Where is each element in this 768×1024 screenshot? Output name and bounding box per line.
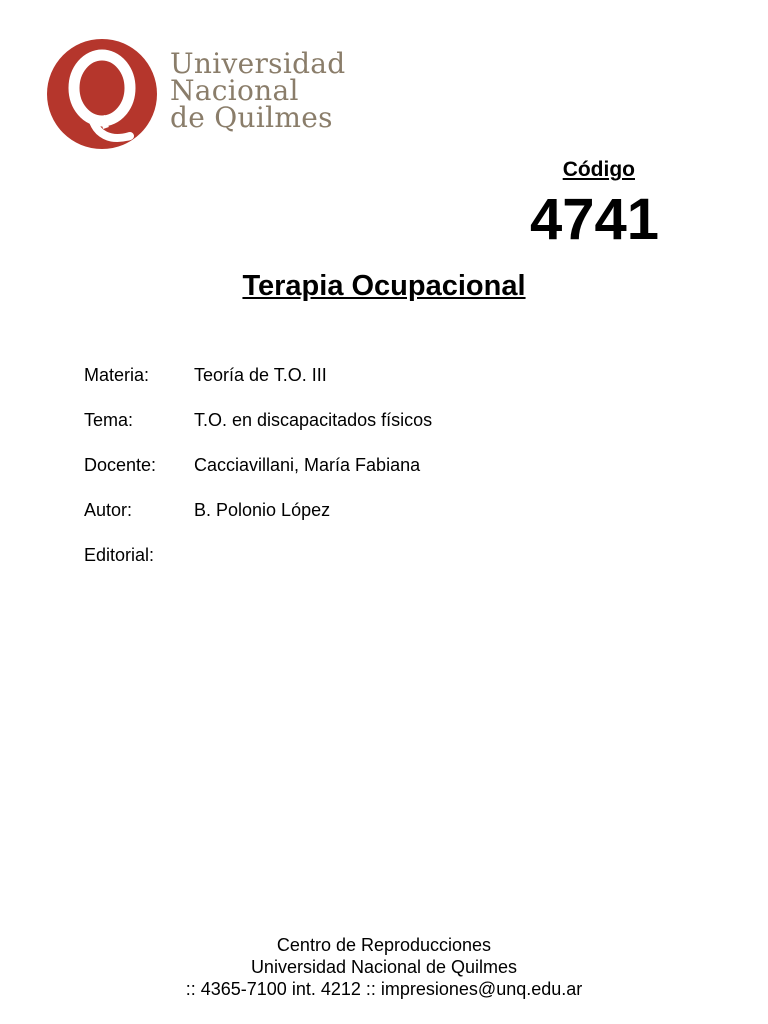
footer-universidad: Universidad Nacional de Quilmes	[250, 957, 518, 977]
field-editorial	[84, 543, 684, 588]
quilmes-q-emblem-icon	[46, 38, 158, 150]
footer-centro: Centro de Reproducciones	[276, 935, 492, 955]
field-label: Tema:	[84, 410, 134, 430]
field-tema	[84, 408, 684, 453]
field-label: Editorial:	[84, 545, 155, 565]
codigo-value: 4741	[529, 187, 659, 252]
university-name	[170, 47, 346, 134]
field-label: Docente:	[84, 455, 157, 475]
field-docente	[84, 453, 684, 498]
logo-line-universidad: Universidad	[170, 47, 346, 80]
university-logo	[46, 38, 366, 150]
field-label: Materia:	[84, 365, 150, 385]
field-label: Autor:	[84, 500, 133, 520]
logo-line-nacional: Nacional	[170, 74, 299, 107]
field-autor	[84, 498, 684, 543]
logo-line-quilmes: de Quilmes	[170, 101, 333, 134]
field-materia	[84, 363, 684, 408]
document-title: Terapia Ocupacional	[242, 270, 526, 302]
field-value: Teoría de T.O. III	[194, 365, 327, 385]
footer-contact: :: 4365-7100 int. 4212 :: impresiones@unq.edu.ar	[185, 979, 583, 999]
field-value: Cacciavillani, María Fabiana	[194, 455, 421, 475]
footer	[0, 934, 768, 1000]
field-value: B. Polonio López	[194, 500, 331, 520]
field-value: T.O. en discapacitados físicos	[194, 410, 433, 430]
codigo-label: Código	[562, 158, 635, 181]
metadata-fields	[84, 363, 684, 588]
